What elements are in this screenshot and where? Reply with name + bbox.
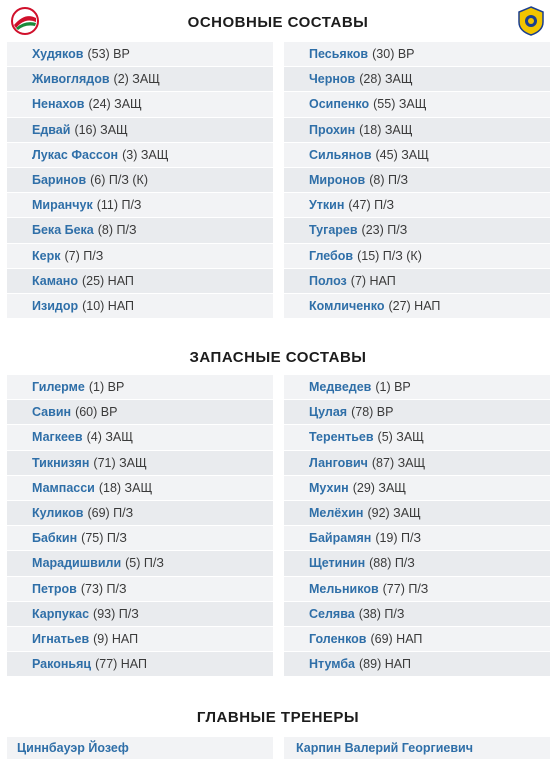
player-row[interactable] bbox=[7, 118, 273, 143]
player-name-link[interactable]: Глебов bbox=[309, 248, 354, 263]
player-number-position: (6) П/З (К) bbox=[90, 173, 148, 188]
player-number-position: (77) П/З bbox=[382, 581, 429, 596]
player-row[interactable] bbox=[7, 143, 273, 168]
player-name-link[interactable]: Песьяков bbox=[309, 47, 369, 62]
player-row[interactable] bbox=[284, 92, 550, 117]
player-name-link[interactable]: Нтумба bbox=[309, 657, 356, 672]
player-name-link[interactable]: Карпукас bbox=[32, 606, 90, 621]
player-number-position: (38) П/З bbox=[358, 606, 405, 621]
player-number-position: (19) П/З bbox=[375, 531, 422, 546]
player-row[interactable] bbox=[284, 451, 550, 476]
player-row[interactable] bbox=[7, 269, 273, 294]
player-row[interactable] bbox=[284, 168, 550, 193]
player-row[interactable] bbox=[284, 652, 550, 677]
subs-home-list bbox=[7, 375, 273, 677]
player-row[interactable] bbox=[7, 168, 273, 193]
player-row[interactable] bbox=[7, 425, 273, 450]
player-row[interactable] bbox=[7, 501, 273, 526]
player-name-link[interactable]: Худяков bbox=[32, 47, 84, 62]
player-row[interactable] bbox=[284, 425, 550, 450]
player-name-link[interactable]: Осипенко bbox=[309, 97, 370, 112]
player-number-position: (7) НАП bbox=[350, 273, 396, 288]
player-row[interactable] bbox=[284, 294, 550, 319]
player-number-position: (23) П/З bbox=[361, 223, 408, 238]
player-name-link[interactable]: Марадишвили bbox=[32, 556, 122, 571]
player-row[interactable] bbox=[284, 218, 550, 243]
player-row[interactable] bbox=[7, 476, 273, 501]
player-row[interactable] bbox=[284, 42, 550, 67]
player-row[interactable] bbox=[284, 400, 550, 425]
player-row[interactable] bbox=[284, 551, 550, 576]
player-row[interactable] bbox=[7, 627, 273, 652]
player-number-position: (16) ЗАЩ bbox=[74, 122, 128, 137]
player-row[interactable] bbox=[7, 244, 273, 269]
player-name-link[interactable]: Полоз bbox=[309, 273, 347, 288]
player-number-position: (9) НАП bbox=[93, 631, 139, 646]
player-name-link[interactable]: Медведев bbox=[309, 380, 372, 395]
player-number-position: (87) ЗАЩ bbox=[371, 455, 426, 470]
player-row[interactable] bbox=[7, 551, 273, 576]
player-name-link[interactable]: Мельников bbox=[309, 581, 379, 596]
player-number-position: (88) П/З bbox=[369, 556, 415, 571]
player-row[interactable] bbox=[7, 652, 273, 677]
player-name-link[interactable]: Селява bbox=[309, 606, 355, 621]
player-number-position: (28) ЗАЩ bbox=[359, 72, 413, 87]
player-row[interactable] bbox=[7, 193, 273, 218]
player-row[interactable] bbox=[284, 67, 550, 92]
player-name-link[interactable]: Магкеев bbox=[32, 430, 83, 445]
player-name-link[interactable]: Щетинин bbox=[309, 556, 366, 571]
player-row[interactable] bbox=[7, 42, 273, 67]
player-number-position: (5) П/З bbox=[125, 556, 164, 571]
player-name-link[interactable]: Мампасси bbox=[32, 480, 95, 495]
player-name-link[interactable]: Изидор bbox=[32, 298, 79, 313]
player-name-link[interactable]: Миранчук bbox=[32, 198, 93, 213]
player-row[interactable] bbox=[284, 244, 550, 269]
player-name-link[interactable]: Мелёхин bbox=[309, 506, 364, 521]
player-row[interactable] bbox=[7, 92, 273, 117]
player-number-position: (71) ЗАЩ bbox=[93, 455, 147, 470]
player-name-link[interactable]: Петров bbox=[32, 581, 77, 596]
player-number-position: (77) НАП bbox=[95, 657, 147, 672]
player-number-position: (8) П/З bbox=[369, 173, 409, 188]
coach-home-name: Циннбауэр Йозеф bbox=[17, 741, 129, 755]
player-name-link[interactable]: Прохин bbox=[309, 122, 356, 137]
player-row[interactable] bbox=[7, 375, 273, 400]
player-name-link[interactable]: Голенков bbox=[309, 631, 367, 646]
player-number-position: (73) П/З bbox=[80, 581, 127, 596]
starting-home-list bbox=[7, 42, 273, 319]
player-number-position: (45) ЗАЩ bbox=[375, 147, 429, 162]
player-number-position: (3) ЗАЩ bbox=[122, 147, 169, 162]
player-number-position: (1) ВР bbox=[88, 380, 125, 395]
player-name-link[interactable]: Керк bbox=[32, 248, 61, 263]
player-number-position: (18) ЗАЩ bbox=[359, 122, 413, 137]
player-row[interactable] bbox=[284, 476, 550, 501]
player-number-position: (30) ВР bbox=[372, 47, 415, 62]
player-row[interactable] bbox=[284, 118, 550, 143]
player-name-link[interactable]: Едвай bbox=[32, 122, 71, 137]
player-row[interactable] bbox=[7, 67, 273, 92]
player-number-position: (25) НАП bbox=[81, 273, 134, 288]
coach-away-name: Карпин Валерий Георгиевич bbox=[296, 741, 473, 755]
player-row[interactable] bbox=[284, 526, 550, 551]
player-row[interactable] bbox=[7, 526, 273, 551]
player-number-position: (24) ЗАЩ bbox=[88, 97, 142, 112]
player-number-position: (10) НАП bbox=[82, 298, 135, 313]
coach-home[interactable] bbox=[7, 737, 273, 759]
coach-away[interactable] bbox=[284, 737, 550, 759]
player-number-position: (92) ЗАЩ bbox=[367, 506, 421, 521]
player-row[interactable] bbox=[284, 193, 550, 218]
player-name-link[interactable]: Мухин bbox=[309, 480, 349, 495]
player-number-position: (78) ВР bbox=[351, 405, 394, 420]
player-number-position: (93) П/З bbox=[93, 606, 139, 621]
player-number-position: (29) ЗАЩ bbox=[352, 480, 407, 495]
player-name-link[interactable]: Цулая bbox=[309, 405, 348, 420]
player-name-link[interactable]: Куликов bbox=[32, 506, 84, 521]
player-name-link[interactable]: Комличенко bbox=[309, 298, 385, 313]
player-name-link[interactable]: Тикнизян bbox=[32, 455, 90, 470]
player-name-link[interactable]: Раконьяц bbox=[32, 657, 92, 672]
player-name-link[interactable]: Миронов bbox=[309, 173, 366, 188]
player-name-link[interactable]: Савин bbox=[32, 405, 72, 420]
player-name-link[interactable]: Баринов bbox=[32, 173, 87, 188]
player-row[interactable] bbox=[284, 501, 550, 526]
player-number-position: (18) ЗАЩ bbox=[98, 480, 153, 495]
player-number-position: (5) ЗАЩ bbox=[377, 430, 424, 445]
player-name-link[interactable]: Ненахов bbox=[32, 97, 85, 112]
player-name-link[interactable]: Бабкин bbox=[32, 531, 78, 546]
player-row[interactable] bbox=[284, 577, 550, 602]
player-row[interactable] bbox=[7, 602, 273, 627]
player-number-position: (1) ВР bbox=[375, 380, 411, 395]
player-name-link[interactable]: Сильянов bbox=[309, 147, 372, 162]
subs-away-list bbox=[284, 375, 550, 677]
player-name-link[interactable]: Бека Бека bbox=[32, 223, 94, 238]
player-row[interactable] bbox=[7, 294, 273, 319]
player-number-position: (27) НАП bbox=[388, 298, 441, 313]
player-row[interactable] bbox=[284, 269, 550, 294]
player-number-position: (60) ВР bbox=[75, 405, 118, 420]
section-title-subs: ЗАПАСНЫЕ СОСТАВЫ bbox=[189, 349, 367, 366]
player-name-link[interactable]: Уткин bbox=[309, 198, 345, 213]
player-number-position: (55) ЗАЩ bbox=[373, 97, 427, 112]
section-title-starting: ОСНОВНЫЕ СОСТАВЫ bbox=[187, 14, 369, 31]
player-row[interactable] bbox=[284, 627, 550, 652]
player-number-position: (11) П/З bbox=[96, 198, 142, 213]
player-number-position: (2) ЗАЩ bbox=[113, 72, 160, 87]
player-name-link[interactable]: Гилерме bbox=[32, 380, 85, 395]
player-number-position: (15) П/З (К) bbox=[357, 248, 422, 263]
player-name-link[interactable]: Лукас Фассон bbox=[32, 147, 119, 162]
player-name-link[interactable]: Игнатьев bbox=[32, 631, 90, 646]
player-number-position: (47) П/З bbox=[348, 198, 395, 213]
player-name-link[interactable]: Лангович bbox=[309, 455, 368, 470]
player-number-position: (4) ЗАЩ bbox=[86, 430, 133, 445]
player-number-position: (69) П/З bbox=[87, 506, 134, 521]
player-name-link[interactable]: Байрамян bbox=[309, 531, 372, 546]
player-row[interactable] bbox=[7, 218, 273, 243]
player-name-link[interactable]: Чернов bbox=[309, 72, 356, 87]
player-row[interactable] bbox=[284, 602, 550, 627]
player-number-position: (89) НАП bbox=[359, 657, 411, 672]
player-number-position: (75) П/З bbox=[81, 531, 127, 546]
player-name-link[interactable]: Камано bbox=[32, 273, 78, 288]
player-row[interactable] bbox=[7, 577, 273, 602]
player-name-link[interactable]: Терентьев bbox=[309, 430, 374, 445]
player-row[interactable] bbox=[7, 451, 273, 476]
player-number-position: (69) НАП bbox=[370, 631, 423, 646]
player-row[interactable] bbox=[284, 375, 550, 400]
section-title-coaches: ГЛАВНЫЕ ТРЕНЕРЫ bbox=[196, 709, 360, 726]
starting-away-list bbox=[284, 42, 550, 319]
player-name-link[interactable]: Живоглядов bbox=[32, 72, 110, 87]
player-number-position: (7) П/З bbox=[64, 248, 104, 263]
player-name-link[interactable]: Тугарев bbox=[309, 223, 358, 238]
player-row[interactable] bbox=[7, 400, 273, 425]
player-number-position: (8) П/З bbox=[97, 223, 137, 238]
player-row[interactable] bbox=[284, 143, 550, 168]
player-number-position: (53) ВР bbox=[87, 47, 130, 62]
